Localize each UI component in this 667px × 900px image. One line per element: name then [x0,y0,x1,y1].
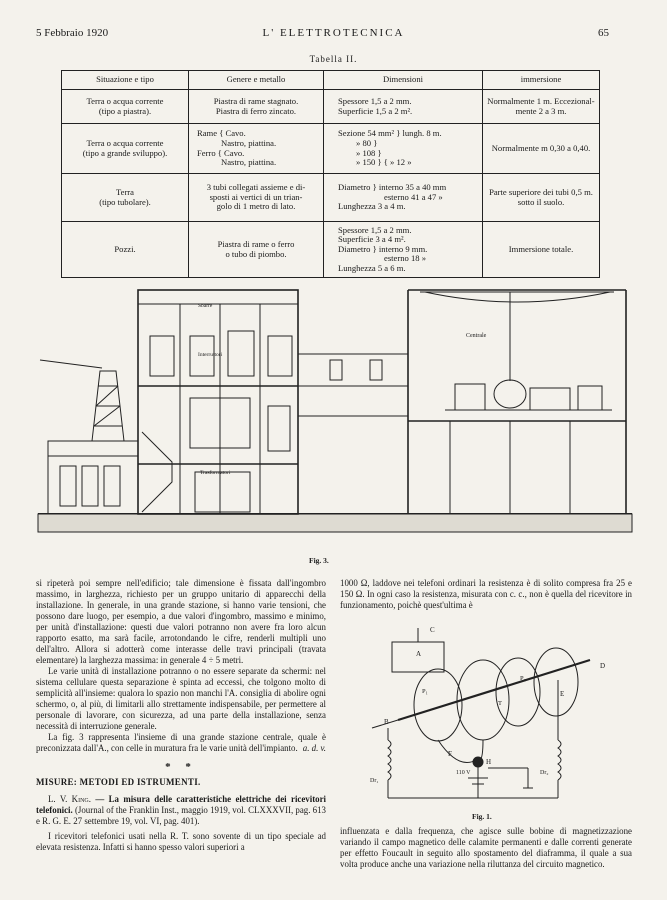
cell-immersione: Parte superiore dei tubi 0,5 m. sotto il suolo. [483,174,600,222]
section-heading: MISURE: METODI ED ISTRUMENTI. [36,777,201,787]
fig1-label-b: B [384,718,389,726]
right-column-bottom [340,826,632,870]
right-column-top [340,578,632,611]
table-row [62,124,600,174]
cell-dimensioni: Sezione 54 mm² } lungh. 8 m. » 80 } » 108 } » 150 } { » 12 » [324,124,483,174]
fig3-label-centrale: Centrale [466,333,487,339]
fig1-label-f: F [448,750,452,758]
table-header-row [62,71,600,90]
cell-situazione: Terra o acqua corrente (tipo a piastra). [62,90,189,124]
fig1-circuit-diagram [368,620,618,810]
fig1-label-dr2: Dr₂ [540,770,549,776]
fig1-label-dr1: Dr₁ [370,778,379,784]
signature: a. d. v. [302,743,326,753]
fig1-label-110v: 110 V [456,770,471,776]
cell-dimensioni: Diametro } interno 35 a 40 mm esterno 41 a 47 » Lunghezza 3 a 4 m. [324,174,483,222]
table-row [62,90,600,124]
paragraph: si ripeterà poi sempre nell'edificio; tale dimensione è fissata dall'ingombro massimo, in larghezza, richiesto per un gruppo unitario di apparecchi della installazione. In generale, in una grande stazione, si hanno varie tensioni, che possono dare luogo, per esempio, a due valori d'ingombro, massimo e minimo, per unità d'installazione: questi due valori potranno non avere fra loro alcun rapporto esatto, ma sarà facile, arrotondando le cifre, renderli multipli uno dell'altro. Allora si adotterà come interasse delle travi principali (travata elementare) la larghezza massima: in generale 4 ÷ 5 metri. [36,578,326,665]
fig1-label-t: T [498,700,502,707]
col-header: Genere e metallo [189,71,324,90]
fig1-label-p1: P₁ [422,688,428,695]
fig1-label-d: D [600,662,606,670]
fig3-section-drawing [30,276,640,551]
fig3-label-trasformatori: Trasformatori [200,470,231,476]
cell-immersione: Normalmente 1 m. Eccezional- mente 2 a 3 m. [483,90,600,124]
fig3-label-interruttori: Interruttori [198,352,223,358]
paragraph: Le varie unità di installazione potranno o no essere separate da schermi: nel sistema cellulare questa separazione è spinta ad eccessi, che tolgono molto di semplicità all'insieme: qualora lo spazio non manchi l'A. consiglia di abolire ogni schermo, o, al più, di limitarli allo strettamente indispensabile, per permettere al personale di lavorare, con sicurezza, ad una parte della installazione, senza necessità di interruzione generale. [36,666,326,731]
paragraph: 1000 Ω, laddove nei telefoni ordinari la resistenza è di solito compresa fra 25 e 150 Ω. In ogni caso la resistenza, misurata con c. c., non è quella del ricevitore in funzionamento, poichè quest'ultima è [340,578,632,610]
cell-dimensioni: Spessore 1,5 a 2 mm. Superficie 3 a 4 m². Diametro } interno 9 mm. esterno 18 » Lunghezza 5 a 6 m. [324,222,483,278]
fig1-caption: Fig. 1. [472,812,492,821]
paragraph: I ricevitori telefonici usati nella R. T. sono sovente di un tipo speciale ad elevata resistenza. Infatti si hanno spesso valori superiori a [36,831,326,852]
fig1-label-p2: P₂ [520,675,526,682]
cell-immersione: Immersione totale. [483,222,600,278]
table-row [62,222,600,278]
left-column [36,578,326,853]
col-header: Dimensioni [324,71,483,90]
table-title: Tabella II. [309,54,358,64]
header-date: 5 Febbraio 1920 [36,27,109,39]
fig1-label-a: A [416,650,422,658]
page-number: 65 [598,27,609,39]
ref-author: L. V. King. [48,794,91,804]
cell-genere: Piastra di rame o ferro o tubo di piombo. [189,222,324,278]
separator-stars: * * [165,761,197,773]
fig3-label-sbarre: Sbarre [198,303,213,309]
reference [36,794,326,827]
table-2 [61,70,600,278]
cell-genere: Piastra di rame stagnato. Piastra di ferro zincato. [189,90,324,124]
fig1-label-h: H [486,758,492,766]
cell-situazione: Pozzi. [62,222,189,278]
paragraph: La fig. 3 rappresenta l'insieme di una grande stazione centrale, quale è preconizzata dall'A., con celle in muratura fra le varie unità dell'impianto. [36,732,326,753]
ref-source: (Journal of the Franklin Inst., maggio 1919, vol. CLXXXVII, pag. 613 e R. G. E. 27 settembre 19, vol. VI, pag. 401). [36,805,326,826]
cell-genere: Rame { Cavo. Nastro, piattina. Ferro { Cavo. Nastro, piattina. [189,124,324,174]
paragraph: influenzata e dalla frequenza, che agisce sulle bobine di magnetizzazione variando il campo magnetico delle calamite permanenti e dalle correnti generate per effetto Foucault in seguito allo spostamento del diaframma, il quale a sua volta produce anche una variazione nella riluttanza del circuito magnetico. [340,826,632,869]
cell-dimensioni: Spessore 1,5 a 2 mm. Superficie 1,5 a 2 m². [324,90,483,124]
col-header: Situazione e tipo [62,71,189,90]
cell-situazione: Terra o acqua corrente (tipo a grande sviluppo). [62,124,189,174]
cell-situazione: Terra (tipo tubolare). [62,174,189,222]
cell-immersione: Normalmente m 0,30 a 0,40. [483,124,600,174]
table-row [62,174,600,222]
fig1-label-e: E [560,690,565,698]
journal-title: L' ELETTROTECNICA [262,27,405,39]
fig3-caption: Fig. 3. [309,556,329,565]
col-header: immersione [483,71,600,90]
ref-title: — La misura delle caratteristiche elettriche dei ricevitori telefonici. [36,794,326,815]
cell-genere: 3 tubi collegati assieme e di- sposti ai vertici di un trian- golo di 1 metro di lato. [189,174,324,222]
fig1-label-c: C [430,626,435,634]
